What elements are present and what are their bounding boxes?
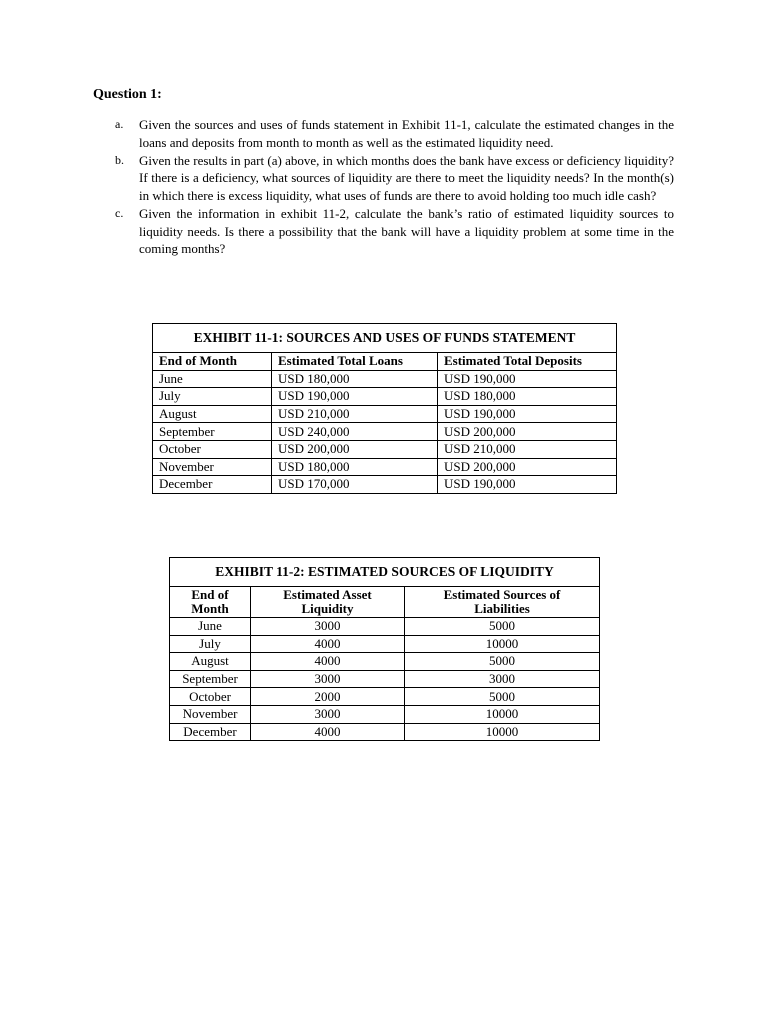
exhibit-11-2-table <box>169 557 600 741</box>
table-cell: August <box>153 405 272 423</box>
table-row <box>170 723 600 741</box>
column-header: Estimated Total Loans <box>272 353 438 371</box>
table-cell: October <box>170 688 251 706</box>
column-header <box>251 587 405 618</box>
table-cell: 5000 <box>405 688 600 706</box>
table-title-row <box>170 558 600 587</box>
table-row <box>153 440 617 458</box>
table-cell: November <box>153 458 272 476</box>
item-marker: c. <box>115 206 124 221</box>
table-cell: September <box>153 423 272 441</box>
table-cell: 5000 <box>405 653 600 671</box>
table-row <box>170 705 600 723</box>
table-row <box>170 635 600 653</box>
table-cell: July <box>153 388 272 406</box>
item-text: Given the sources and uses of funds statement in Exhibit 11-1, calculate the estimated changes in the loans and deposits from month to month as well as the estimated liquidity need. <box>139 117 674 150</box>
item-marker: b. <box>115 152 124 167</box>
table-header-row <box>153 353 617 371</box>
table-row <box>170 670 600 688</box>
table-cell: 3000 <box>251 618 405 636</box>
column-header-line: Estimated Asset <box>283 587 372 602</box>
table-cell: December <box>170 723 251 741</box>
question-list <box>113 116 674 259</box>
table-cell: 4000 <box>251 653 405 671</box>
table-row <box>153 370 617 388</box>
column-header <box>405 587 600 618</box>
table-cell: December <box>153 476 272 494</box>
table-cell: USD 200,000 <box>272 440 438 458</box>
column-header: End of Month <box>153 353 272 371</box>
question-heading: Question 1: <box>93 87 162 102</box>
table-cell: 10000 <box>405 705 600 723</box>
table-cell: USD 190,000 <box>272 388 438 406</box>
table-cell: USD 200,000 <box>438 423 617 441</box>
column-header: Estimated Total Deposits <box>438 353 617 371</box>
item-marker: a. <box>115 117 124 131</box>
table-cell: June <box>170 618 251 636</box>
table-row <box>153 423 617 441</box>
column-header-line: Estimated Sources of <box>443 587 561 602</box>
table-cell: 4000 <box>251 635 405 653</box>
table-header-row <box>170 587 600 618</box>
table-cell: September <box>170 670 251 688</box>
table-row <box>170 688 600 706</box>
table-cell: July <box>170 635 251 653</box>
question-item <box>113 152 674 205</box>
table-cell: 3000 <box>251 670 405 688</box>
table-cell: 10000 <box>405 723 600 741</box>
table-cell: November <box>170 705 251 723</box>
table-cell: USD 180,000 <box>438 388 617 406</box>
table-cell: USD 200,000 <box>438 458 617 476</box>
table-title-row <box>153 324 617 353</box>
table-title: EXHIBIT 11-2: ESTIMATED SOURCES OF LIQUIDITY <box>170 558 600 587</box>
question-item <box>113 205 674 258</box>
column-header <box>170 587 251 618</box>
table-cell: 2000 <box>251 688 405 706</box>
column-header-line: Month <box>191 601 229 616</box>
table-row <box>153 405 617 423</box>
exhibit-11-1-table <box>152 323 617 494</box>
table-cell: USD 180,000 <box>272 370 438 388</box>
column-header-line: Liabilities <box>474 601 530 616</box>
table-row <box>170 653 600 671</box>
table-row <box>153 458 617 476</box>
table-cell: USD 210,000 <box>438 440 617 458</box>
question-item <box>113 116 674 151</box>
table-cell: USD 190,000 <box>438 405 617 423</box>
table-row <box>153 476 617 494</box>
table-cell: 5000 <box>405 618 600 636</box>
table-cell: 10000 <box>405 635 600 653</box>
table-cell: 3000 <box>405 670 600 688</box>
table-cell: USD 170,000 <box>272 476 438 494</box>
table-cell: USD 240,000 <box>272 423 438 441</box>
table-cell: October <box>153 440 272 458</box>
table-row <box>153 388 617 406</box>
table-cell: 3000 <box>251 705 405 723</box>
table-cell: USD 190,000 <box>438 476 617 494</box>
table-cell: June <box>153 370 272 388</box>
table-title: EXHIBIT 11-1: SOURCES AND USES OF FUNDS STATEMENT <box>153 324 617 353</box>
column-header-line: Liquidity <box>301 601 354 616</box>
item-text: Given the information in exhibit 11-2, calculate the bank’s ratio of estimated liquidity sources to liquidity needs. Is there a possibility that the bank will have a liquidity problem at some time in the coming months? <box>139 206 674 257</box>
table-cell: 4000 <box>251 723 405 741</box>
table-row <box>170 618 600 636</box>
column-header-line: End of <box>191 587 229 602</box>
table-cell: USD 210,000 <box>272 405 438 423</box>
table-cell: USD 180,000 <box>272 458 438 476</box>
table-cell: USD 190,000 <box>438 370 617 388</box>
table-cell: August <box>170 653 251 671</box>
item-text: Given the results in part (a) above, in which months does the bank have excess or deficiency liquidity? If there is a deficiency, what sources of liquidity are there to meet the liquidity needs? In the month(s) in which there is excess liquidity, what uses of funds are there to avoid holding too much idle cash? <box>139 152 674 203</box>
